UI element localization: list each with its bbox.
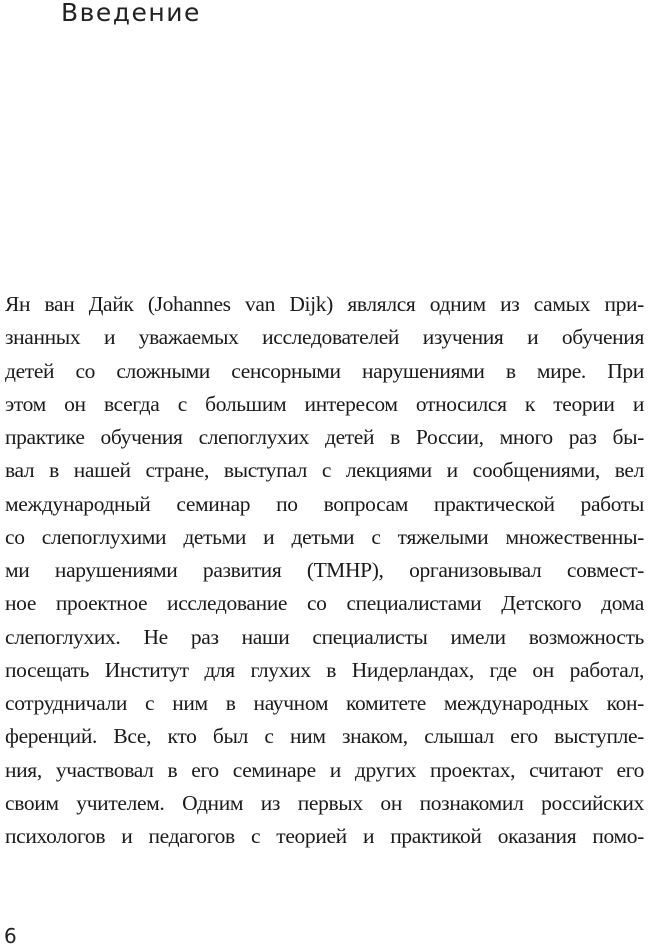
text-line: ми нарушениями развития (ТМНР), организовывал совмест- [5, 558, 644, 582]
text-line: психологов и педагогов с теорией и практикой оказания помо- [5, 824, 644, 848]
text-line: знанных и уважаемых исследователей изучения и обучения [5, 325, 644, 350]
text-line: ференций. Все, кто был с ним знаком, слышал его выступле- [5, 724, 644, 749]
text-line: практике обучения слепоглухих детей в России, много раз бы- [5, 425, 644, 449]
text-line: Ян ван Дайк (Johannes van Dijk) являлся одним из самых при- [5, 292, 644, 316]
chapter-heading: Введение [61, 0, 201, 27]
text-line: со слепоглухими детьми и детьми с тяжелыми множественны- [5, 524, 644, 549]
text-line: своим учителем. Одним из первых он познакомил российских [5, 790, 644, 815]
text-line: международный семинар по вопросам практической работы [5, 491, 644, 516]
text-line: сотрудничали с ним в научном комитете международных кон- [5, 691, 644, 715]
text-line: посещать Институт для глухих в Нидерландах, где он работал, [5, 657, 644, 682]
text-line: слепоглухих. Не раз наши специалисты имели возможность [5, 624, 644, 649]
body-paragraph [5, 288, 644, 853]
text-line: детей со сложными сенсорными нарушениями в мире. При [5, 358, 644, 383]
text-line: ния, участвовал в его семинаре и других проектах, считают его [5, 757, 644, 782]
page-number: 6 [4, 924, 17, 948]
text-line: вал в нашей стране, выступал с лекциями и сообщениями, вел [5, 458, 644, 483]
text-line: этом он всегда с большим интересом относился к теории и [5, 391, 644, 416]
text-line: ное проектное исследование со специалистами Детского дома [5, 591, 644, 616]
